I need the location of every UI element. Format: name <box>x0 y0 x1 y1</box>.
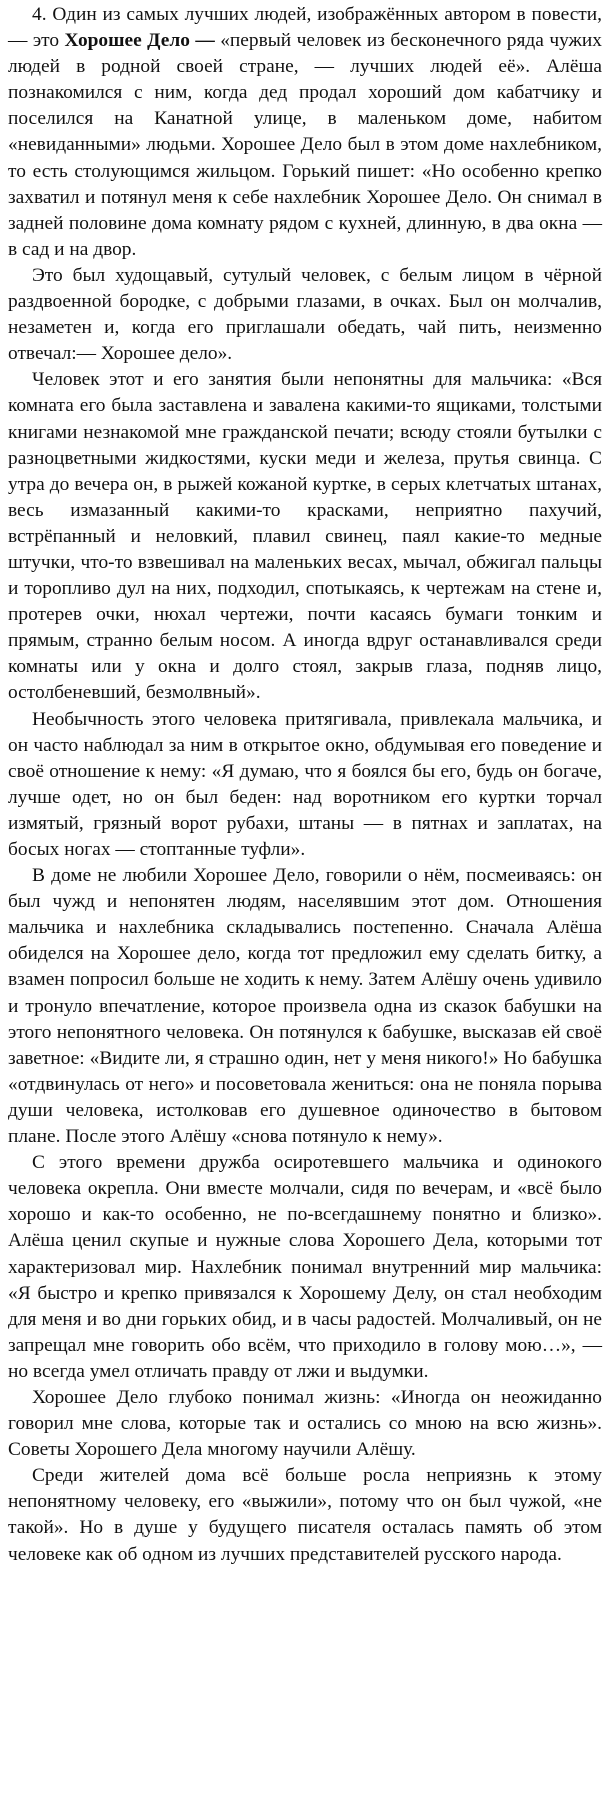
paragraph-5: В доме не любили Хорошее Дело, говорили о нём, посмеиваясь: он был чужд и непонятен людям, населявшим этот дом. Отношения мальчика и нахлебника складывались постепенно. Сначала Алёша обиделся на Хорошее дело, когда тот предложил ему сделать битку, а взамен попросил больше не ходить к нему. Затем Алёшу очень удивило и тронуло впечатление, которое произвела одна из сказок бабушки на этого непонятного человека. Он потянулся к бабушке, высказав ей своё заветное: «Видите ли, я страшно один, нет у меня никого!» Но бабушка «отдвинулась от него» и посоветовала жениться: она не поняла порыва души человека, истолковав его душевное одиночество в бытовом плане. После этого Алёшу «снова потянуло к нему». <box>8 865 602 1148</box>
paragraph-2: Это был худощавый, сутулый человек, с белым лицом в чёрной раздвоенной бородке, с добрыми глазами, в очках. Был он молчалив, незаметен и, когда его приглашали обедать, чай пить, неизменно отвечал:— Хорошее дело». <box>8 264 602 365</box>
paragraph-6: С этого времени дружба осиротевшего мальчика и одинокого человека окрепла. Они вместе молчали, сидя по вечерам, и «всё было хорошо и как-то особенно, не по-всегдашнему понятно и близко». Алёша ценил скупые и нужные слова Хорошего Дела, которыми тот характеризовал мир. Нахлебник понимал внутренний мир мальчика: «Я быстро и крепко привязался к Хорошему Делу, он стал необходим для меня и во дни горьких обид, и в часы радостей. Молчаливый, он не запрещал мне говорить обо всём, что приходило в голову мою…», — но всегда умел отличать правду от лжи и выдумки. <box>8 1152 602 1382</box>
paragraph-1-lead: 4. Один из самых лучших людей, изображённых автором в повести, — это <box>8 4 602 52</box>
paragraph-4: Необычность этого человека притягивала, привлекала мальчика, и он часто наблюдал за ним в открытое окно, обдумывая его поведение и своё отношение к нему: «Я думаю, что я боялся бы его, будь он богаче, лучше одет, но он был беден: над воротником его куртки торчал измятый, грязный ворот рубахи, штаны — в пятнах и заплатах, на босых ногах — стоптанные туфли». <box>8 708 602 860</box>
character-name-heading: Хорошее Дело — <box>64 30 215 52</box>
paragraph-8: Среди жителей дома всё больше росла неприязнь к этому непонятному человеку, его «выжили», потому что он был чужой, «не такой». Но в душе у будущего писателя осталась память об этом человеке как об одном из лучших представителей русского народа. <box>8 1465 602 1565</box>
paragraph-7: Хорошее Дело глубоко понимал жизнь: «Иногда он неожиданно говорил мне слова, которые так и остались со мною на всю жизнь». Советы Хорошего Дела многому научили Алёшу. <box>8 1386 602 1461</box>
paragraph-3: Человек этот и его занятия были непонятны для мальчика: «Вся комната его была заставлена и завалена какими-то ящиками, толстыми книгами незнакомой мне гражданской печати; всюду стояли бутылки с разноцветными жидкостями, куски меди и железа, прутья свинца. С утра до вечера он, в рыжей кожаной куртке, в серых клетчатых штанах, весь измазанный какими-то красками, неприятно пахучий, встрёпанный и неловкий, плавил свинец, паял какие-то медные штучки, что-то взвешивал на маленьких весах, мычал, обжигал пальцы и торопливо дул на них, подходил, спотыкаясь, к чертежам на стене и, протерев очки, нюхал чертежи, почти касаясь бумаги тонким и прямым, странно белым носом. А иногда вдруг останавливался среди комнаты или у окна и долго стоял, закрыв глаза, подняв лицо, остолбеневший, безмолвный». <box>8 369 602 704</box>
paragraph-1 <box>8 2 602 263</box>
paragraph-1-text: «первый человек из бесконечного ряда чужих людей в родной своей стране, — лучших людей её». Алёша познакомился с ним, когда дед продал хороший дом кабатчику и поселился на Канатной улице, в маленьком доме, набитом «невиданными» людьми. Хорошее Дело был в этом доме нахлебником, то есть столующимся жильцом. Горький пишет: «Но особенно крепко захватил и потянул меня к себе нахлебник Хорошее Дело. Он снимал в задней половине дома комнату рядом с кухней, длинную, в два окна — в сад и на двор. <box>8 30 602 260</box>
